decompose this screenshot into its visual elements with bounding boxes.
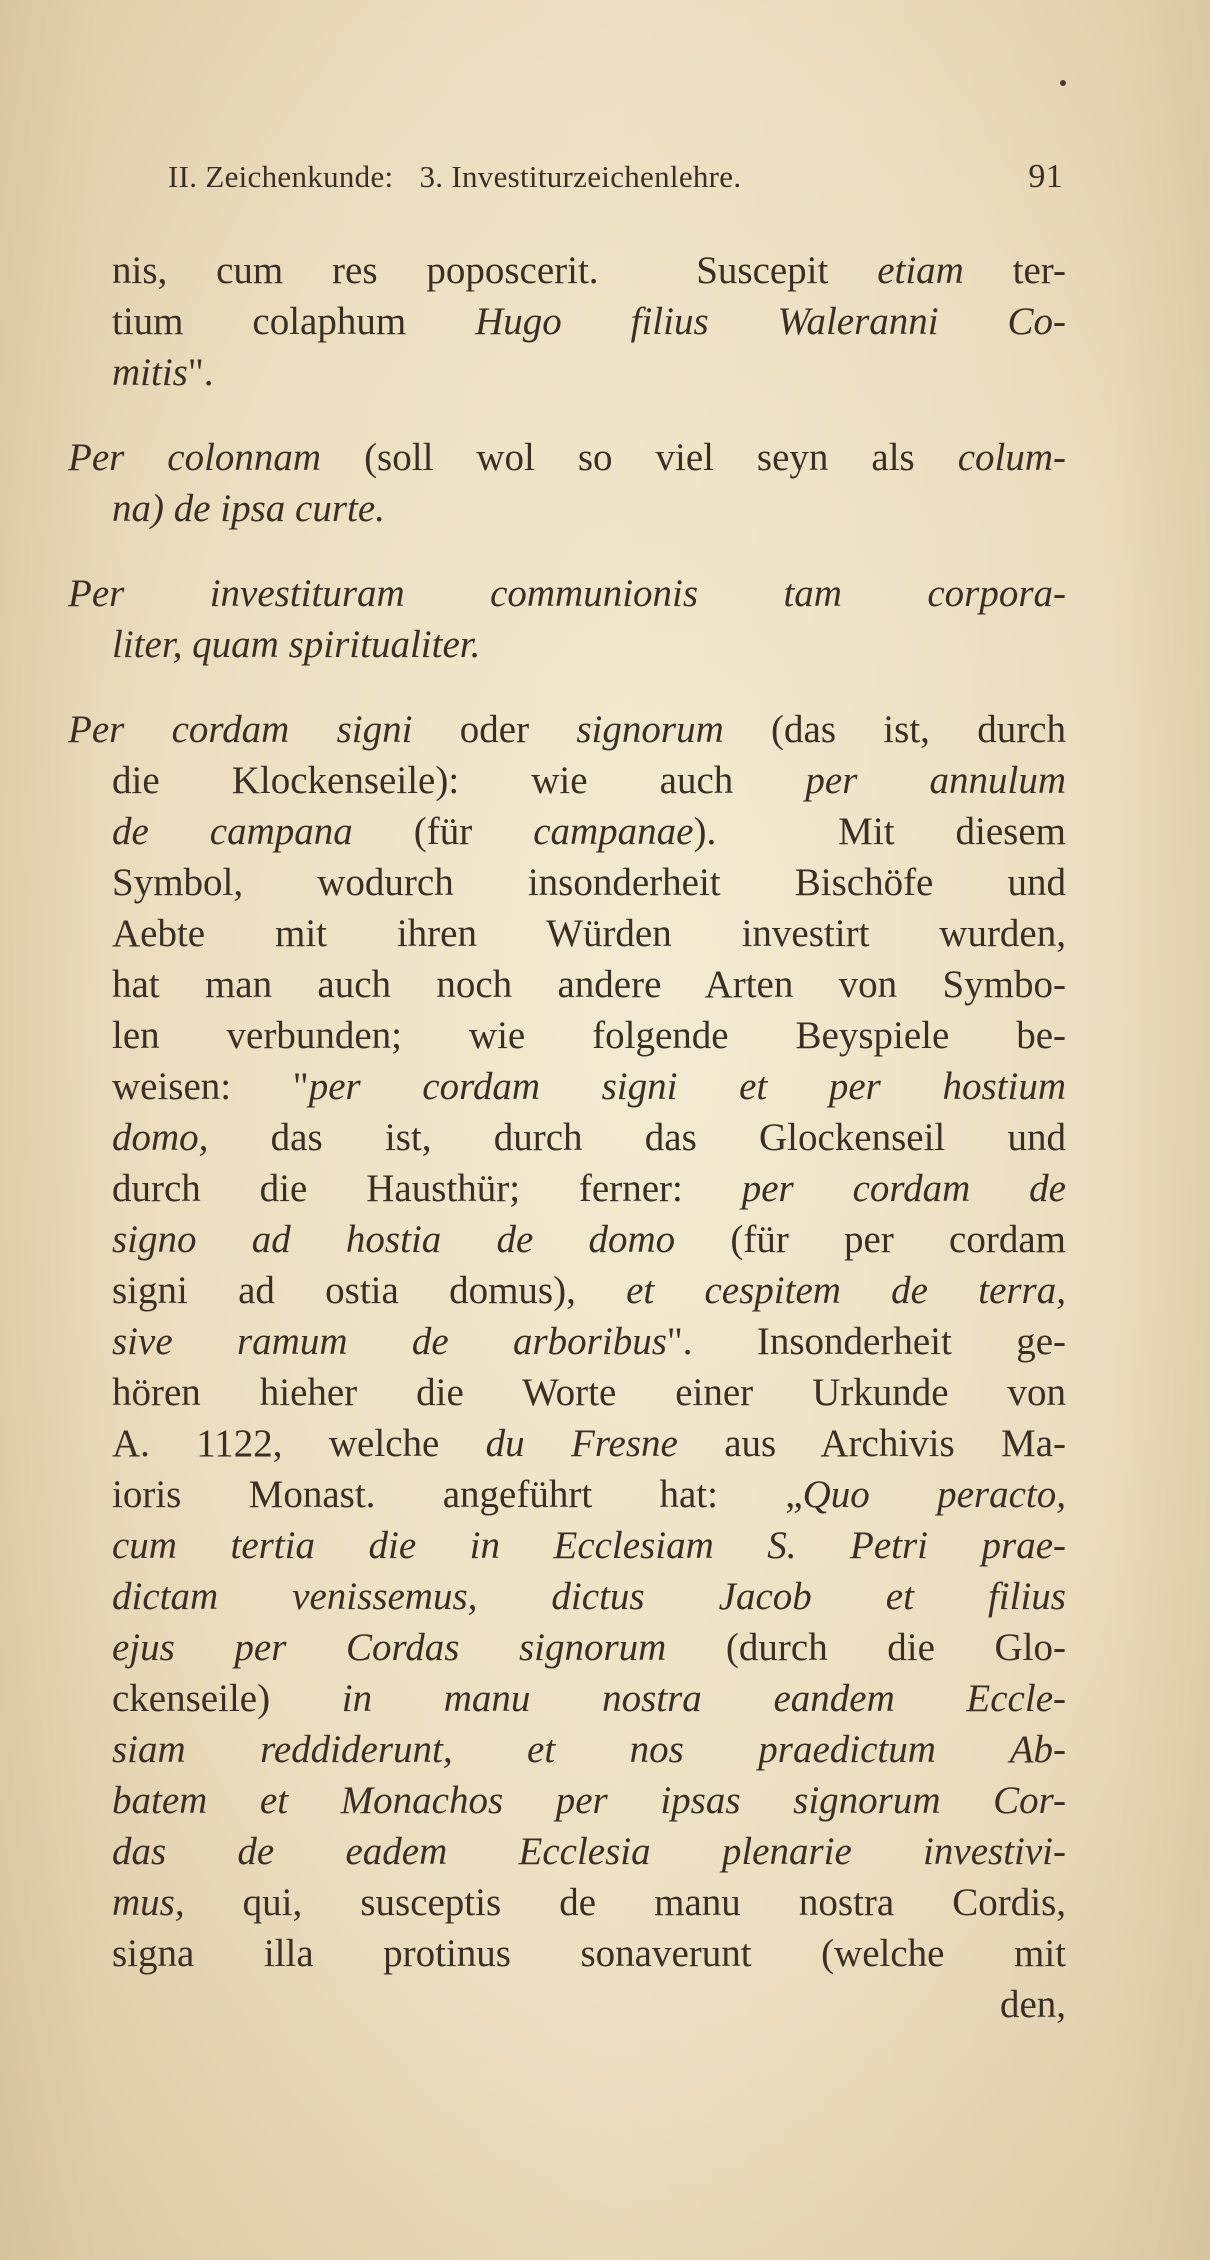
chapter-title: 3. Investiturzeichenlehre. [419, 159, 742, 194]
text-line [112, 1061, 1066, 1112]
italic-text: Hugo filius Waleranni Co- [475, 300, 1066, 343]
section-title: II. Zeichenkunde: [168, 159, 394, 194]
text-line [112, 296, 1066, 347]
text-line [112, 755, 1066, 806]
roman-text: durch die Hausthür; ferner: [112, 1167, 742, 1210]
paragraph [0, 568, 1210, 670]
italic-text: et cespitem de terra, [626, 1269, 1066, 1312]
text-line [112, 1367, 1066, 1418]
text-line [112, 1163, 1066, 1214]
italic-text: signo ad hostia de domo [112, 1218, 676, 1261]
roman-text: aus Archivis Ma- [677, 1422, 1066, 1465]
text-line [112, 1418, 1066, 1469]
italic-text: liter, quam spiritualiter. [112, 623, 481, 666]
text-line [112, 483, 1066, 534]
page-number: 91 [1028, 158, 1063, 195]
text-line [112, 806, 1066, 857]
roman-text: weisen: " [112, 1065, 309, 1108]
roman-text: signa illa protinus sonaverunt (welche mit [112, 1932, 1066, 1975]
italic-text: colum- [957, 436, 1066, 479]
roman-text: tium colaphum [112, 300, 476, 343]
roman-text: A. 1122, welche [112, 1422, 486, 1465]
text-line [68, 432, 1066, 483]
italic-text: Quo peracto, [802, 1473, 1066, 1516]
italic-text: Per investituram communionis tam corpora- [68, 572, 1066, 615]
italic-text: na) de ipsa curte. [112, 487, 385, 530]
text-line [68, 568, 1066, 619]
text-line [112, 1520, 1066, 1571]
italic-text: du Fresne [485, 1422, 678, 1465]
italic-text: das de eadem Ecclesia plenarie investivi- [112, 1830, 1066, 1873]
italic-text: per cordam signi et per hostium [308, 1065, 1066, 1108]
text-line [112, 245, 1066, 296]
running-header [168, 152, 1063, 202]
italic-text: campanae [533, 810, 694, 853]
roman-text: (das ist, durch [723, 708, 1066, 751]
roman-text: Symbol, wodurch insonderheit Bischöfe und [112, 861, 1066, 904]
italic-text: ejus per Cordas signorum [112, 1626, 667, 1669]
text-line [112, 1571, 1066, 1622]
ink-speck [1060, 80, 1066, 86]
text-line [112, 908, 1066, 959]
text-line [112, 1112, 1066, 1163]
text-line [112, 1469, 1066, 1520]
italic-text: dictam venissemus, dictus Jacob et filius [112, 1575, 1066, 1618]
paragraph [0, 704, 1210, 1979]
italic-text: batem et Monachos per ipsas signorum Cor- [112, 1779, 1066, 1822]
italic-text: in manu nostra eandem Eccle- [341, 1677, 1066, 1720]
italic-text: siam reddiderunt, et nos praedictum Ab- [112, 1728, 1066, 1771]
italic-text: Per cordam signi [68, 708, 413, 751]
text-line [112, 1877, 1066, 1928]
italic-text: mitis [112, 351, 188, 394]
roman-text: signi ad ostia domus), [112, 1269, 627, 1312]
roman-text: ckenseile) [112, 1677, 342, 1720]
page-body [0, 245, 1210, 2030]
text-line [112, 959, 1066, 1010]
catchword: den, [999, 1983, 1066, 2026]
roman-text: hat man auch noch andere Arten von Symbo- [112, 963, 1066, 1006]
roman-text: das ist, durch das Glockenseil und [208, 1116, 1066, 1159]
italic-text: domo, [112, 1116, 209, 1159]
text-line [112, 1673, 1066, 1724]
roman-text: ter- [963, 249, 1067, 292]
text-line [112, 1010, 1066, 1061]
text-line [112, 1265, 1066, 1316]
text-line [112, 1928, 1066, 1979]
roman-text: ". [187, 351, 214, 394]
roman-text: (soll wol so viel seyn als [321, 436, 958, 479]
roman-text: hören hieher die Worte einer Urkunde von [112, 1371, 1066, 1414]
roman-text: ). Mit diesem [693, 810, 1066, 853]
text-line [112, 1826, 1066, 1877]
roman-text: ioris Monast. angeführt hat: „ [112, 1473, 803, 1516]
italic-text: signorum [576, 708, 724, 751]
italic-text: sive ramum de arboribus [112, 1320, 667, 1363]
roman-text: ". Insonderheit ge- [666, 1320, 1066, 1363]
paragraph [0, 245, 1210, 398]
text-line [112, 347, 1066, 398]
italic-text: cum tertia die in Ecclesiam S. Petri prae- [112, 1524, 1066, 1567]
roman-text: (für per cordam [675, 1218, 1066, 1261]
roman-text: oder [412, 708, 577, 751]
roman-text: Aebte mit ihren Würden investirt wurden, [112, 912, 1066, 955]
text-line [112, 1775, 1066, 1826]
paragraph [0, 432, 1210, 534]
roman-text: nis, cum res poposcerit. Suscepit [112, 249, 878, 292]
roman-text: die Klockenseile): wie auch [112, 759, 806, 802]
italic-text: mus, [112, 1881, 185, 1924]
italic-text: per annulum [805, 759, 1066, 802]
text-line [112, 1724, 1066, 1775]
roman-text: (für [352, 810, 534, 853]
text-line [112, 857, 1066, 908]
italic-text: etiam [877, 249, 964, 292]
running-title [168, 159, 741, 195]
roman-text: (durch die Glo- [666, 1626, 1066, 1669]
italic-text: per cordam de [741, 1167, 1066, 1210]
text-line [68, 704, 1066, 755]
text-line [112, 619, 1066, 670]
roman-text: len verbunden; wie folgende Beyspiele be- [112, 1014, 1066, 1057]
text-line [112, 1622, 1066, 1673]
italic-text: Per colonnam [68, 436, 322, 479]
roman-text: qui, susceptis de manu nostra Cordis, [184, 1881, 1066, 1924]
text-line [112, 1316, 1066, 1367]
italic-text: de campana [112, 810, 353, 853]
text-line [112, 1214, 1066, 1265]
